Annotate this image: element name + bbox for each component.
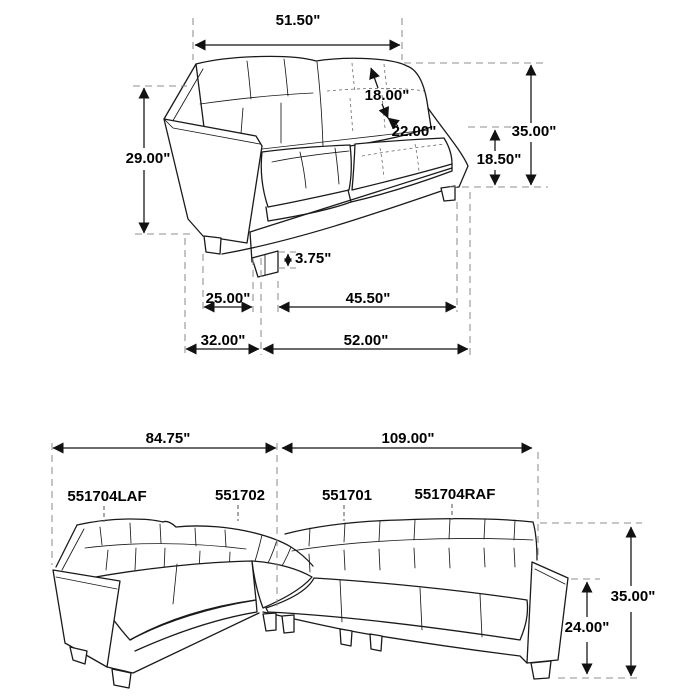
- dim-sectional-overall-height: 35.00": [610, 588, 656, 605]
- dim-leg-height: 3.75": [295, 250, 332, 267]
- dim-arm-height: 24.00": [564, 619, 610, 636]
- dim-overall-height: 35.00": [511, 123, 557, 140]
- bottom-dimension-lines: [53, 430, 655, 676]
- dim-side-height: 29.00": [125, 150, 171, 167]
- dim-seat-height: 18.50": [476, 151, 522, 168]
- dim-back-cushion-height: 18.00": [364, 87, 410, 104]
- part-label-raf: 551704RAF: [414, 486, 496, 503]
- dim-overall-depth: 32.00": [200, 332, 246, 349]
- top-sofa-drawing: [164, 56, 468, 277]
- sectional-drawing: [53, 519, 568, 688]
- dim-back-width: 51.50": [275, 12, 321, 29]
- dim-overall-width: 52.00": [343, 332, 389, 349]
- dim-right-side-width: 109.00": [381, 430, 435, 447]
- part-label-armless-left: 551702: [214, 487, 266, 504]
- dim-arm-depth-floor: 25.00": [205, 290, 251, 307]
- part-label-armless-right: 551701: [321, 487, 373, 504]
- dim-interior-seat-width: 45.50": [345, 290, 391, 307]
- dim-left-side-width: 84.75": [145, 430, 191, 447]
- part-labels: [67, 486, 495, 522]
- bottom-diagram: [52, 430, 655, 688]
- dim-seat-depth: 22.00": [391, 123, 437, 140]
- top-diagram: [126, 12, 557, 355]
- part-label-laf: 551704LAF: [67, 488, 147, 505]
